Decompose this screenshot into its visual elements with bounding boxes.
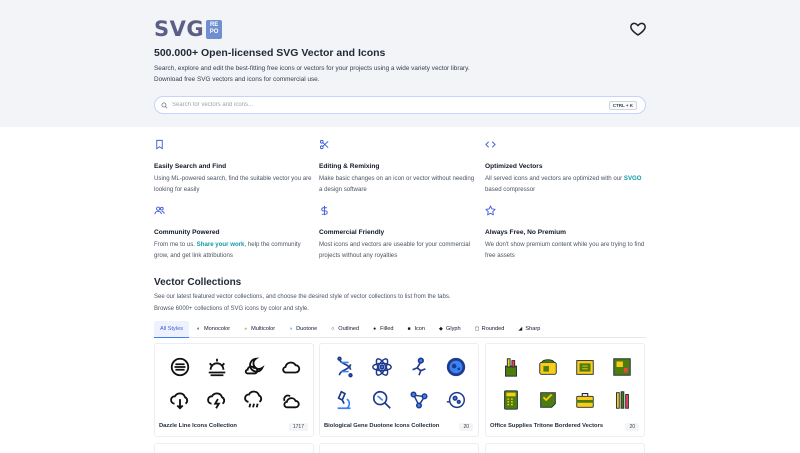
molecule-run-icon	[408, 356, 430, 378]
tab-label: All Styles	[160, 325, 184, 332]
collection-name: Office Supplies Tritone Bordered Vectors	[490, 423, 604, 429]
feature-text: Make basic changes on an icon or vector without needing a design software	[319, 175, 475, 193]
feature-editing	[319, 139, 479, 195]
cell-icon	[445, 356, 467, 378]
collection-name: Dazzle Line Icons Collection	[159, 423, 237, 429]
collection-card-office-supplies[interactable]	[485, 343, 645, 437]
feature-title: Easily Search and Find	[154, 163, 227, 170]
logo-badge-top: RE	[209, 22, 219, 28]
hero-section	[0, 0, 800, 127]
feature-text-part: All served icons and vectors are optimized with our	[485, 175, 624, 182]
heart-icon[interactable]	[629, 20, 647, 38]
scissors-icon	[319, 139, 330, 150]
collection-card-dazzle[interactable]	[154, 343, 314, 437]
collection-card-biological-gene[interactable]	[319, 343, 479, 437]
molecule-icon	[408, 389, 430, 411]
logo-badge-bottom: PO	[209, 29, 219, 35]
duotone-icon: ◑	[289, 325, 293, 332]
feature-text	[485, 173, 645, 195]
share-your-work-link[interactable]: Share your work	[196, 241, 245, 248]
tab-label: Duotone	[296, 326, 318, 332]
moon-cloud-icon	[243, 356, 265, 378]
feature-title: Optimized Vectors	[485, 163, 543, 170]
code-icon	[485, 139, 496, 150]
icon-style-icon: ■	[407, 325, 411, 332]
atom-icon	[371, 356, 393, 378]
calculator-icon	[500, 389, 522, 411]
glyph-icon: ◆	[439, 325, 443, 332]
svgo-highlight: SVGO	[623, 175, 642, 182]
collection-preview-grid	[492, 350, 640, 416]
filled-icon: ●	[373, 325, 377, 332]
cloud-lightning-icon	[206, 389, 228, 411]
collection-count: 1717	[289, 423, 308, 431]
page-title: 500.000+ Open-licensed SVG Vector and Icons	[154, 47, 386, 59]
feature-free	[485, 205, 645, 261]
feature-commercial	[319, 205, 479, 261]
feature-title: Always Free, No Premium	[485, 229, 566, 236]
hero-desc-line-2: Download free SVG vectors and icons for commercial use.	[154, 76, 320, 83]
collection-preview-grid	[161, 350, 309, 416]
search-icon	[161, 102, 168, 109]
tab-label: Glyph	[446, 326, 461, 332]
board-icon	[611, 356, 633, 378]
tab-glyph[interactable]	[439, 321, 461, 338]
sticky-note-icon	[537, 389, 559, 411]
collections-title: Vector Collections	[154, 277, 242, 288]
style-tabs	[154, 321, 646, 338]
magnifier-gene-icon	[371, 389, 393, 411]
bookmark-icon	[154, 139, 165, 150]
petri-dish-icon	[445, 389, 467, 411]
feature-title: Commercial Friendly	[319, 229, 385, 236]
tab-label: Multicolor	[251, 326, 276, 332]
hero-description	[154, 63, 534, 85]
sunset-icon	[206, 356, 228, 378]
tab-label: Outlined	[338, 326, 360, 332]
feature-text: Most icons and vectors are useable for your commercial projects without any royalties	[319, 241, 471, 259]
logo-text: SVG	[154, 17, 205, 41]
tab-duotone[interactable]	[289, 321, 317, 338]
feature-text-part: based compressor	[485, 186, 536, 193]
collection-card-next-2[interactable]	[319, 443, 479, 453]
multicolor-icon: ◕	[244, 325, 248, 332]
feature-title: Community Powered	[154, 229, 220, 236]
hero-desc-line-1: Search, explore and edit the best-fitting free icons or vectors for your projects using a wide variety vector library.	[154, 65, 470, 72]
dollar-icon	[319, 205, 330, 216]
tab-label: Sharp	[525, 326, 541, 332]
feature-title: Editing & Remixing	[319, 163, 380, 170]
outlined-icon: ○	[331, 325, 335, 332]
folders-icon	[574, 356, 596, 378]
monocolor-icon: ◐	[197, 325, 201, 332]
star-icon	[485, 205, 496, 216]
tab-label: Icon	[414, 326, 426, 332]
microscope-icon	[334, 389, 356, 411]
tab-label: Rounded	[481, 326, 505, 332]
feature-text-part: From me to us.	[154, 241, 197, 248]
collection-count: 20	[459, 423, 473, 431]
feature-text: Using ML-powered search, find the suitable vector you are looking for easily	[154, 175, 312, 193]
tab-monocolor[interactable]	[197, 321, 230, 338]
dna-icon	[334, 356, 356, 378]
cloud-rain-icon	[243, 389, 265, 411]
tab-rounded[interactable]	[475, 321, 505, 338]
feature-community	[154, 205, 314, 261]
tab-all-styles[interactable]	[154, 321, 189, 338]
cloud-download-icon	[169, 389, 191, 411]
pens-icon	[611, 389, 633, 411]
collection-name: Biological Gene Duotone Icons Collection	[324, 423, 440, 429]
circle-stripes-icon	[169, 356, 191, 378]
collections-desc-line-2: Browse 6000+ collections of SVG icons by color and style.	[154, 305, 309, 312]
users-icon	[154, 205, 165, 216]
tab-label: Filled	[380, 326, 394, 332]
search-bar[interactable]	[154, 96, 646, 114]
tab-filled[interactable]	[373, 321, 393, 338]
collection-count: 20	[625, 423, 639, 431]
feature-text	[154, 239, 314, 261]
search-shortcut-badge: CTRL + K	[609, 101, 637, 110]
collections-description	[154, 292, 574, 315]
rounded-icon: ▢	[474, 325, 480, 332]
pencil-cup-icon	[500, 356, 522, 378]
collection-preview-grid	[326, 350, 474, 416]
phone-icon	[537, 356, 559, 378]
briefcase-icon	[574, 389, 596, 411]
tab-icon[interactable]	[407, 321, 425, 338]
cloud-icon	[280, 356, 302, 378]
sharp-icon: ◢	[518, 325, 523, 332]
tab-multicolor[interactable]	[244, 321, 275, 338]
feature-optimized	[485, 139, 645, 195]
clouds-icon	[280, 389, 302, 411]
collection-card-next-3[interactable]	[485, 443, 645, 453]
tab-sharp[interactable]	[518, 321, 540, 338]
tab-label: Monocolor	[204, 326, 231, 332]
feature-search	[154, 139, 314, 195]
search-input[interactable]	[172, 102, 592, 108]
feature-text: We don't show premium content while you are trying to find free assets	[485, 241, 645, 259]
feature-text-part: , help the community grow, and get link attributions	[154, 241, 301, 259]
logo[interactable]	[154, 17, 222, 41]
logo-badge	[206, 20, 222, 39]
tab-outlined[interactable]	[331, 321, 359, 338]
collections-desc-line-1: See our latest featured vector collections, and choose the desired style of vector collections to list from the tabs.	[154, 294, 451, 300]
collection-card-next-1[interactable]	[154, 443, 314, 453]
